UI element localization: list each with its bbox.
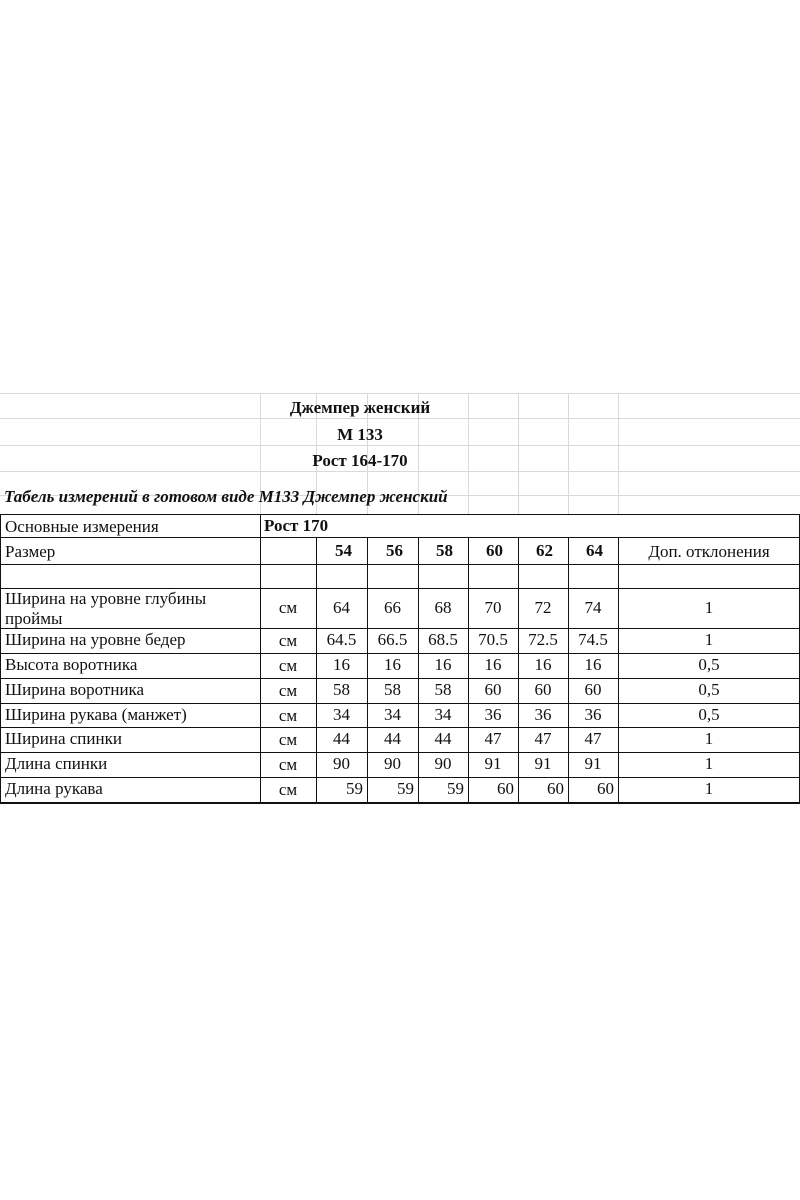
value-cell: 36 xyxy=(484,705,502,724)
value-cell: 47 xyxy=(484,729,502,748)
value-cell: 59 xyxy=(397,779,414,798)
unit-cell: см xyxy=(278,631,298,650)
value-cell: 36 xyxy=(584,705,602,724)
table-border-h xyxy=(0,703,800,704)
table-border-h xyxy=(0,514,800,515)
unit-cell: см xyxy=(278,730,298,749)
value-cell: 16 xyxy=(534,655,552,674)
value-cell: 68.5 xyxy=(428,630,458,649)
unit-cell: см xyxy=(278,780,298,799)
size-header-cell: 56 xyxy=(386,541,403,560)
size-header-cell: 62 xyxy=(536,541,553,560)
main-measurements-label: Основные измерения xyxy=(5,517,159,536)
tolerance-cell: 1 xyxy=(704,598,714,617)
value-cell: 44 xyxy=(384,729,401,748)
measurement-table xyxy=(0,514,800,799)
table-border-h xyxy=(0,727,800,728)
value-cell: 90 xyxy=(384,754,401,773)
value-cell: 16 xyxy=(584,655,602,674)
size-header-cell: 64 xyxy=(586,541,603,560)
gridline-h xyxy=(0,393,800,394)
value-cell: 90 xyxy=(434,754,452,773)
value-cell: 60 xyxy=(597,779,614,798)
value-cell: 74 xyxy=(584,598,602,617)
value-cell: 91 xyxy=(484,754,502,773)
value-cell: 44 xyxy=(333,729,350,748)
model-number: М 133 xyxy=(337,425,383,444)
measurement-name: Ширина на уровне глубины проймы xyxy=(5,589,207,628)
table-caption: Табель измерений в готовом виде М133 Джемпер женский xyxy=(4,487,448,506)
value-cell: 74.5 xyxy=(578,630,608,649)
tolerance-cell: 1 xyxy=(704,754,714,773)
value-cell: 60 xyxy=(547,779,564,798)
measurement-name: Ширина воротника xyxy=(5,680,145,699)
value-cell: 60 xyxy=(484,680,502,699)
measurement-name: Высота воротника xyxy=(5,655,138,674)
value-cell: 70 xyxy=(484,598,502,617)
table-border-h xyxy=(0,777,800,778)
measurement-name: Ширина спинки xyxy=(5,729,122,748)
size-header-cell: 58 xyxy=(436,541,453,560)
value-cell: 58 xyxy=(384,680,401,699)
value-cell: 47 xyxy=(534,729,552,748)
unit-cell: см xyxy=(278,755,298,774)
tolerance-cell: 1 xyxy=(704,729,714,748)
table-border-h xyxy=(0,678,800,679)
value-cell: 36 xyxy=(534,705,552,724)
value-cell: 72 xyxy=(534,598,552,617)
unit-cell: см xyxy=(278,656,298,675)
tolerance-cell: 0,5 xyxy=(698,655,720,674)
value-cell: 58 xyxy=(333,680,350,699)
value-cell: 72.5 xyxy=(528,630,558,649)
tolerance-cell: 0,5 xyxy=(698,680,720,699)
height-range: Рост 164-170 xyxy=(312,451,408,470)
value-cell: 59 xyxy=(447,779,464,798)
measurement-name: Ширина рукава (манжет) xyxy=(5,705,187,724)
measurement-name: Длина спинки xyxy=(5,754,108,773)
value-cell: 66 xyxy=(384,598,401,617)
value-cell: 34 xyxy=(333,705,350,724)
value-cell: 34 xyxy=(384,705,401,724)
value-cell: 60 xyxy=(497,779,514,798)
value-cell: 64 xyxy=(333,598,350,617)
size-label: Размер xyxy=(5,542,56,561)
value-cell: 44 xyxy=(434,729,452,748)
value-cell: 68 xyxy=(434,598,452,617)
value-cell: 16 xyxy=(384,655,401,674)
value-cell: 58 xyxy=(434,680,452,699)
value-cell: 70.5 xyxy=(478,630,508,649)
value-cell: 34 xyxy=(434,705,452,724)
table-border-h xyxy=(0,653,800,654)
tolerance-header: Доп. отклонения xyxy=(648,542,770,561)
tolerance-cell: 0,5 xyxy=(698,705,720,724)
spreadsheet xyxy=(0,393,800,805)
value-cell: 16 xyxy=(484,655,502,674)
size-header-cell: 60 xyxy=(486,541,503,560)
unit-cell: см xyxy=(278,706,298,725)
value-cell: 91 xyxy=(534,754,552,773)
value-cell: 90 xyxy=(333,754,350,773)
unit-cell: см xyxy=(278,681,298,700)
measurement-name: Длина рукава xyxy=(5,779,103,798)
value-cell: 16 xyxy=(434,655,452,674)
table-border-h xyxy=(0,537,800,538)
measurement-name: Ширина на уровне бедер xyxy=(5,630,186,649)
value-cell: 60 xyxy=(534,680,552,699)
tolerance-cell: 1 xyxy=(704,779,714,798)
size-header-cell: 54 xyxy=(335,541,352,560)
table-border-h xyxy=(0,564,800,565)
value-cell: 47 xyxy=(584,729,602,748)
value-cell: 60 xyxy=(584,680,602,699)
height-label: Рост 170 xyxy=(264,516,329,535)
table-border-v xyxy=(0,514,1,804)
value-cell: 66.5 xyxy=(377,630,408,649)
value-cell: 91 xyxy=(584,754,602,773)
table-border-h xyxy=(0,752,800,753)
unit-cell: см xyxy=(278,598,298,617)
product-title: Джемпер женский xyxy=(289,398,431,417)
value-cell: 64.5 xyxy=(326,630,357,649)
tolerance-cell: 1 xyxy=(704,630,714,649)
value-cell: 59 xyxy=(346,779,363,798)
value-cell: 16 xyxy=(333,655,350,674)
table-border-h xyxy=(0,802,800,804)
